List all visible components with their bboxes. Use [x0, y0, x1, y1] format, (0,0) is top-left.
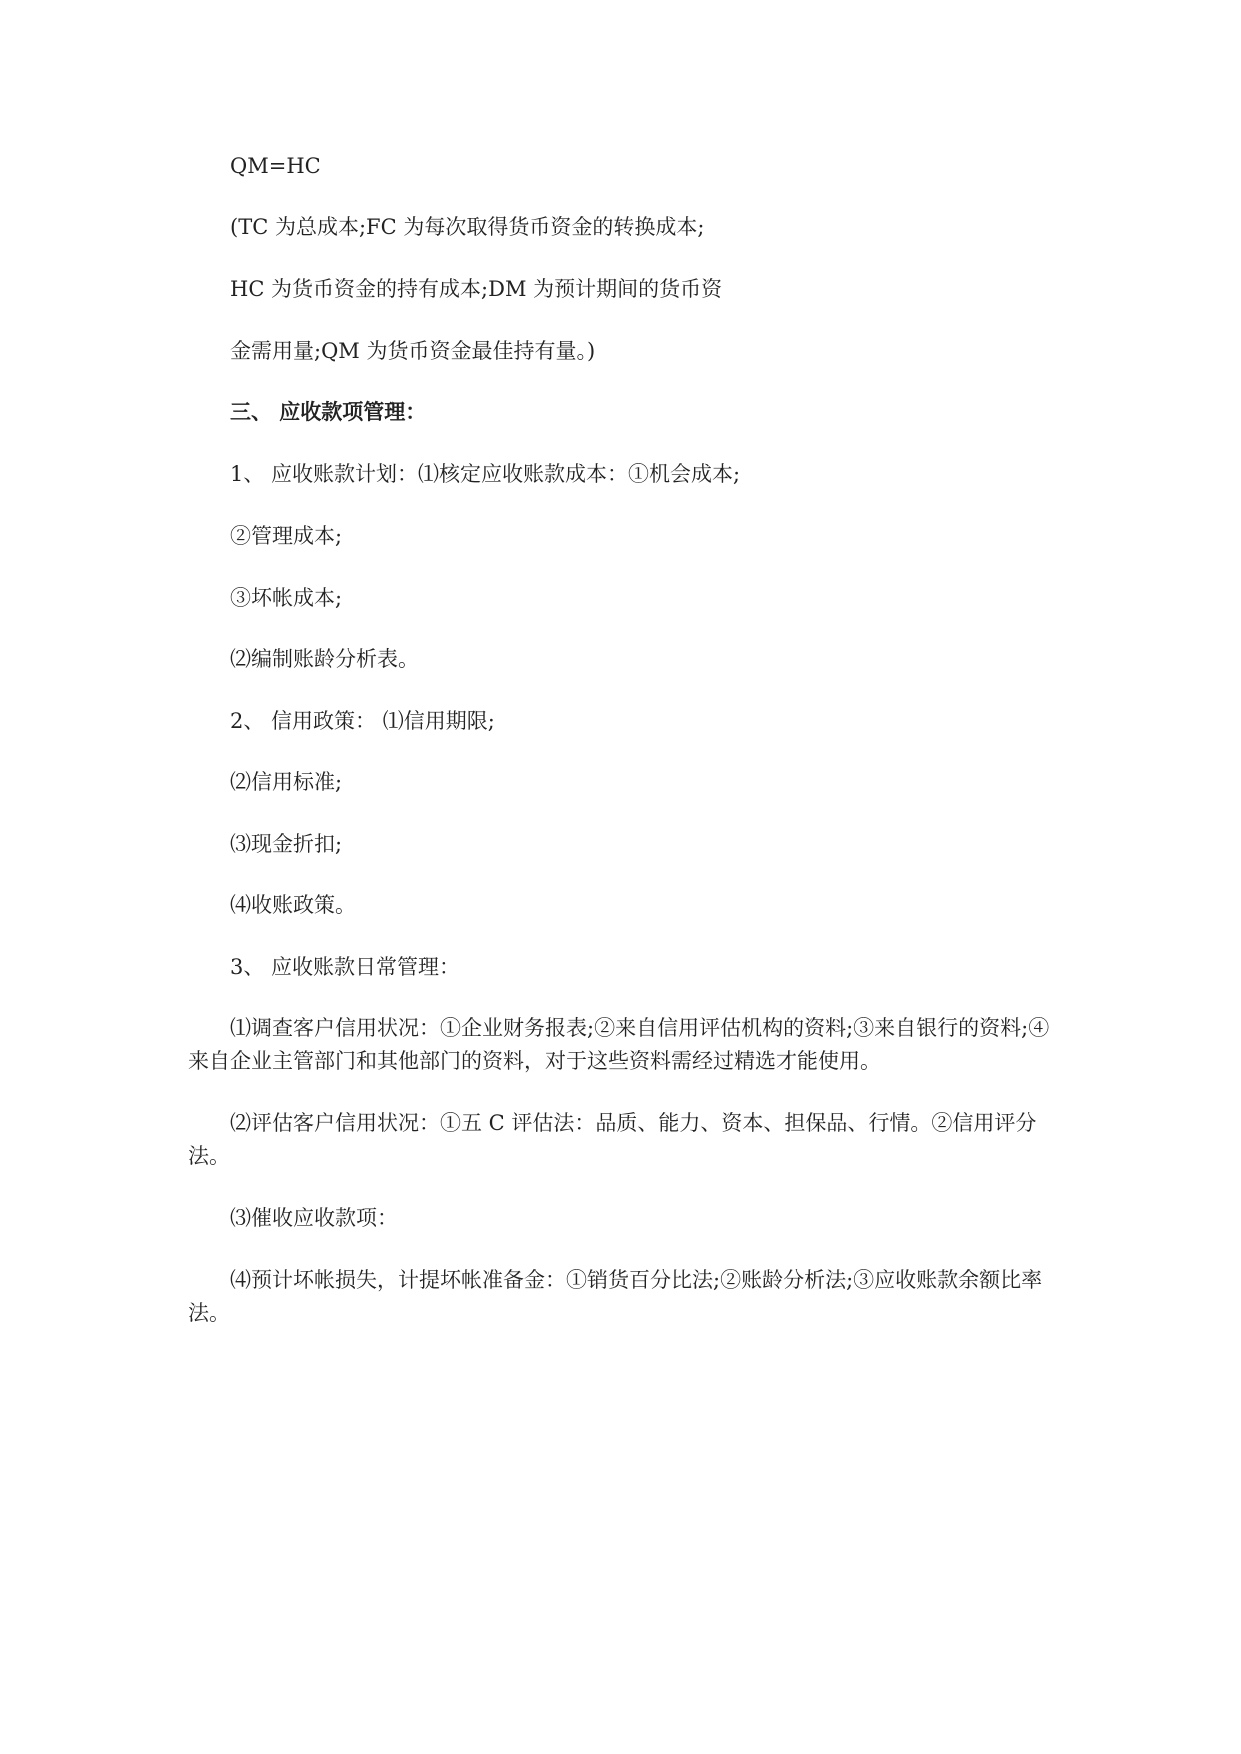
item-1-sub-2: ②管理成本;	[230, 524, 343, 548]
paragraph-collect-receivables: ⑶催收应收款项：	[230, 1206, 398, 1230]
paragraph-investigate-credit: ⑴调查客户信用状况：①企业财务报表;②来自信用评估机构的资料;③来自银行的资料;④来自企业主管部门和其他部门的资料，对于这些资料需经过精选才能使用。	[188, 1016, 1050, 1073]
paragraph-bad-debt-estimate: ⑷预计坏帐损失，计提坏帐准备金：①销货百分比法;②账龄分析法;③应收账款余额比率法。	[188, 1268, 1043, 1325]
item-2-text: 2、 信用政策： ⑴信用期限;	[230, 709, 495, 733]
definition-line-3: 金需用量;QM 为货币资金最佳持有量。)	[230, 339, 596, 363]
item-2-sub-3: ⑶现金折扣;	[230, 832, 343, 856]
definition-line-2: HC 为货币资金的持有成本;DM 为预计期间的货币资	[230, 277, 723, 301]
item-1-text: 1、 应收账款计划：⑴核定应收账款成本：①机会成本;	[230, 462, 741, 486]
paragraph-evaluate-credit: ⑵评估客户信用状况：①五 C 评估法：品质、能力、资本、担保品、行情。②信用评分法。	[188, 1111, 1037, 1168]
section-heading: 三、 应收款项管理：	[230, 399, 427, 424]
formula-line: QM=HC	[230, 154, 321, 178]
item-1-sub-3: ③坏帐成本;	[230, 586, 343, 610]
item-2-sub-2: ⑵信用标准;	[230, 770, 343, 794]
item-1-subitem-2: ⑵编制账龄分析表。	[230, 647, 419, 671]
definition-line-1: (TC 为总成本;FC 为每次取得货币资金的转换成本;	[230, 215, 705, 239]
item-3-text: 3、 应收账款日常管理：	[230, 955, 461, 979]
item-2-sub-4: ⑷收账政策。	[230, 893, 356, 917]
